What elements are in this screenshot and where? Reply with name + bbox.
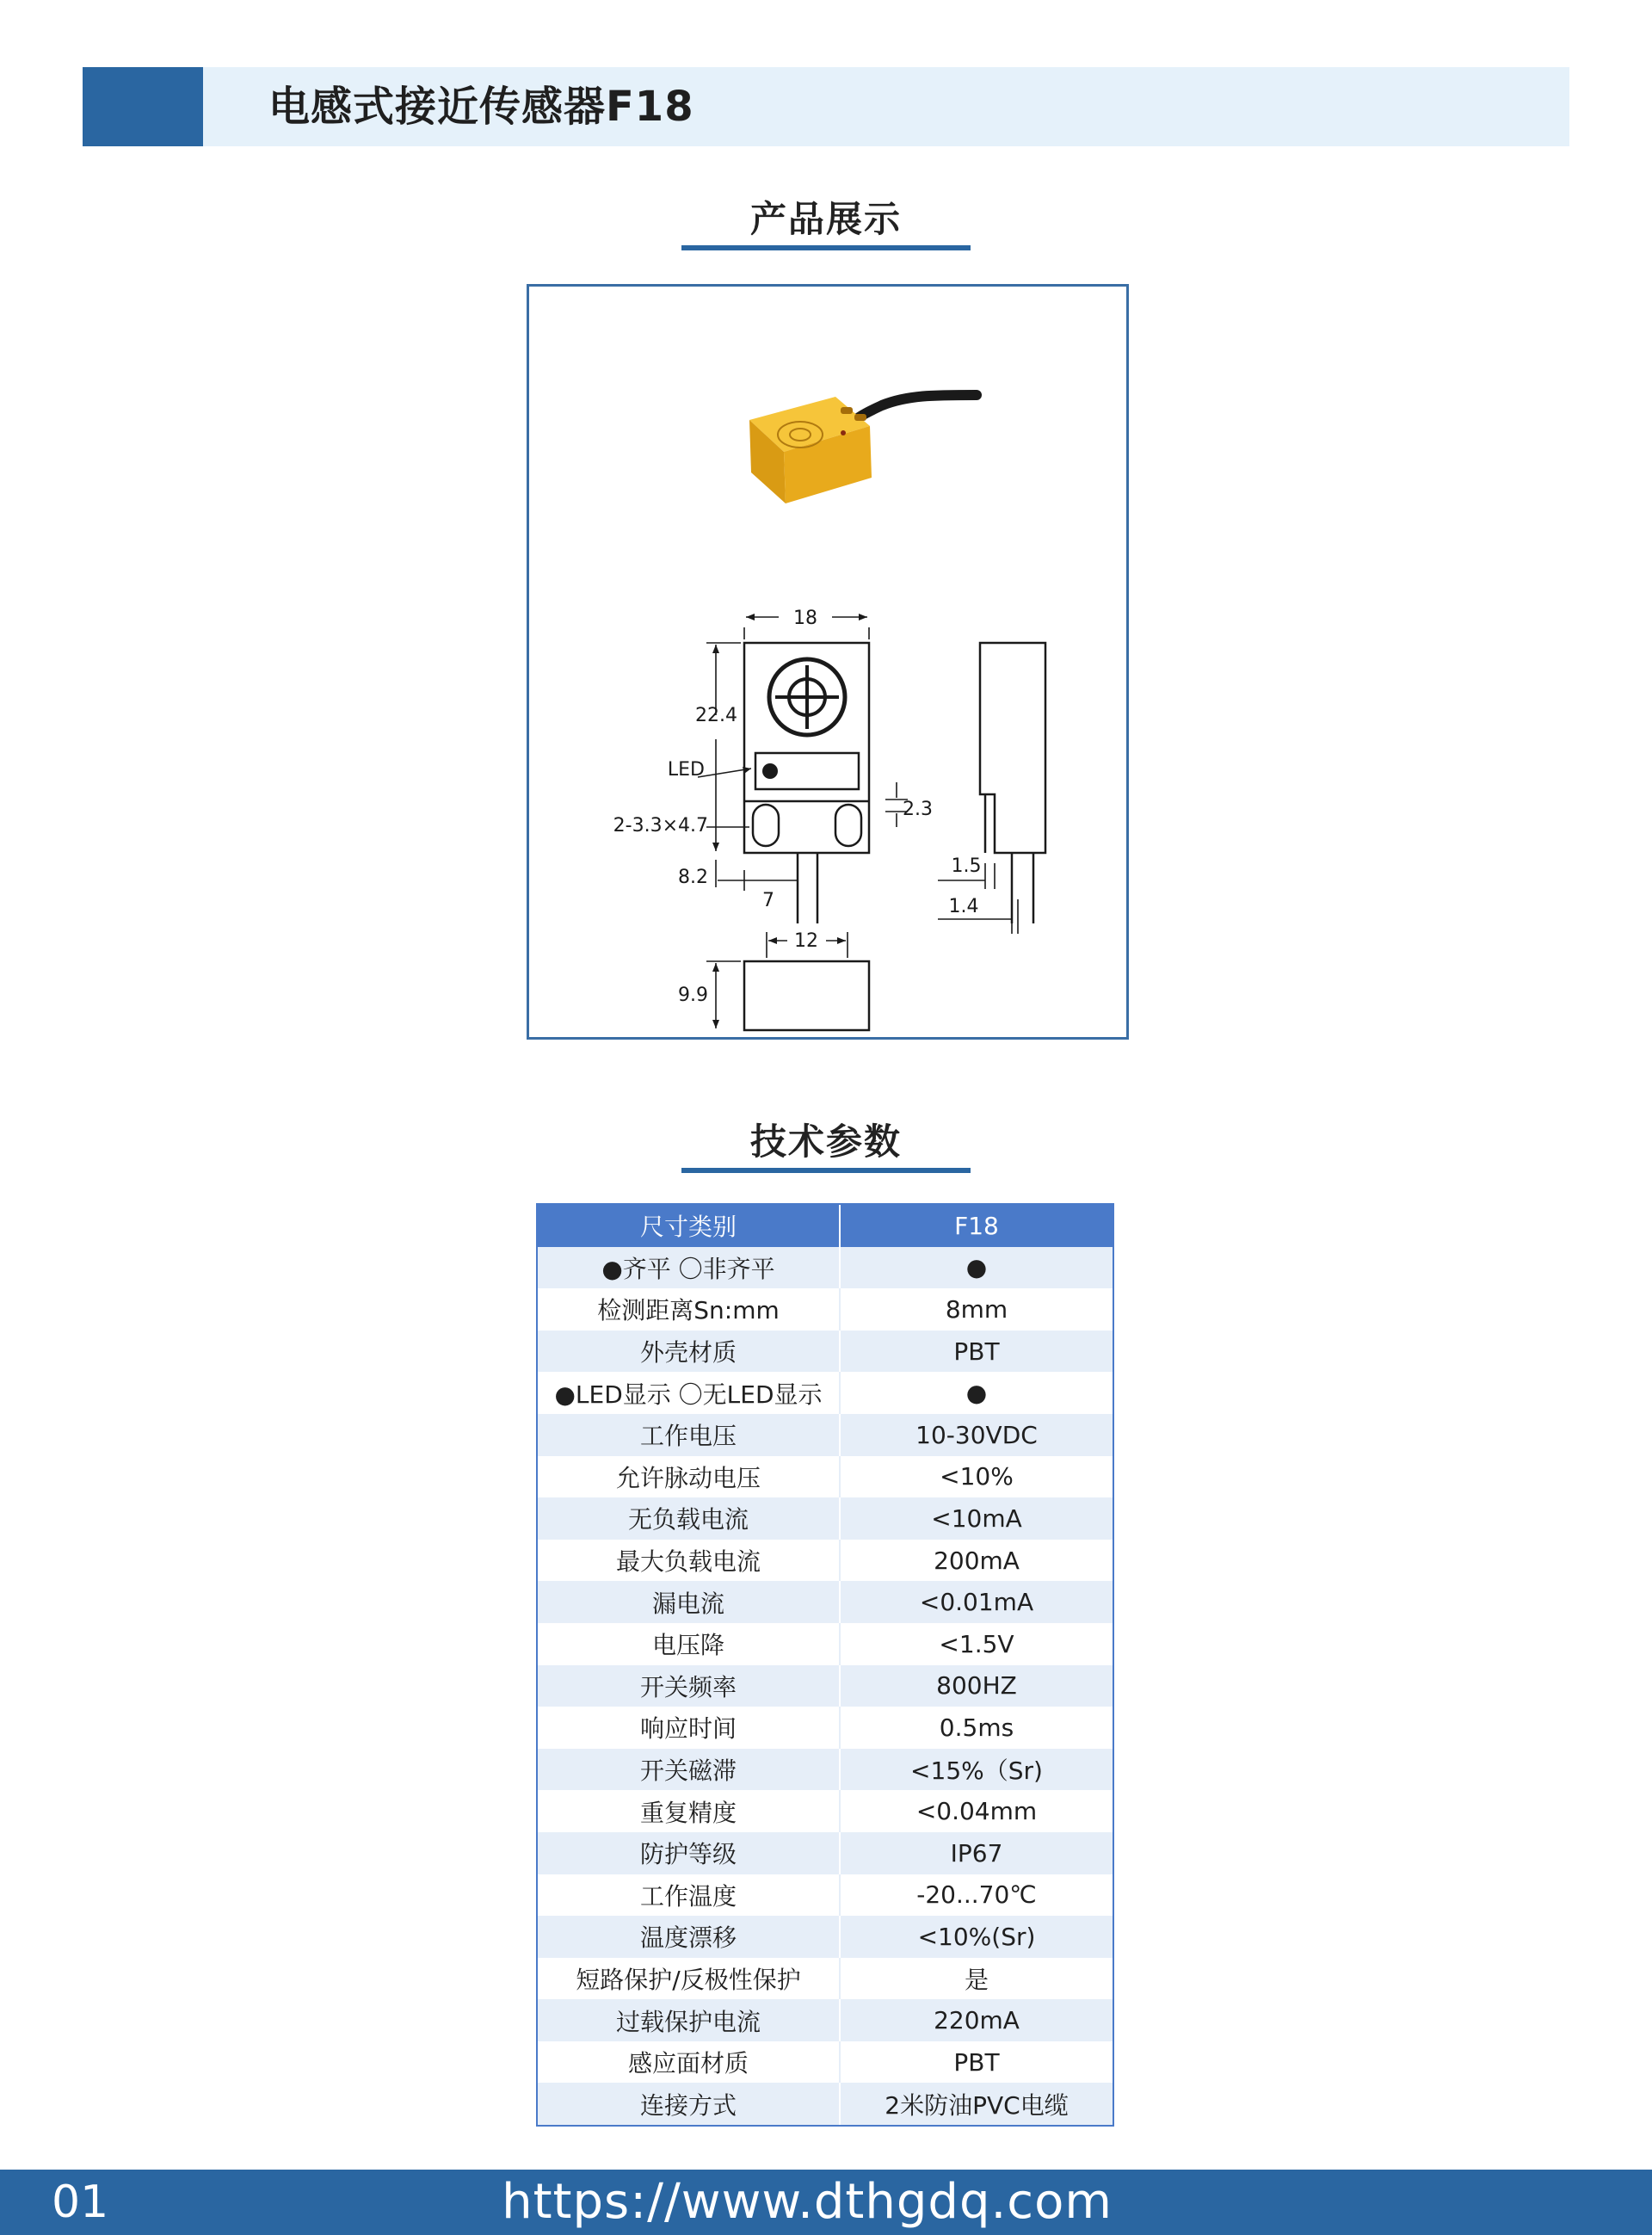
specs-section-title: 技术参数 (749, 1121, 902, 1163)
param-name: ●LED显示 〇无LED显示 (538, 1372, 841, 1414)
param-value: IP67 (950, 1838, 1003, 1868)
table-row (538, 1372, 1113, 1414)
param-name: 电压降 (538, 1623, 841, 1665)
table-row (538, 1790, 1113, 1832)
table-row (538, 1456, 1113, 1498)
param-name: 工作电压 (538, 1414, 841, 1456)
table-row (538, 1540, 1113, 1582)
dimension-drawing (698, 614, 1045, 1030)
param-value: <10% (940, 1462, 1014, 1491)
param-value: <1.5V (939, 1629, 1014, 1658)
param-value: ● (965, 1253, 988, 1282)
param-value: 200mA (934, 1546, 1020, 1575)
table-row (538, 1999, 1113, 2041)
param-value: <0.01mA (919, 1588, 1034, 1617)
param-name: 重复精度 (538, 1790, 841, 1832)
table-row (538, 1623, 1113, 1665)
param-value: 是 (964, 1965, 989, 1994)
param-value: <10mA (931, 1503, 1022, 1533)
param-name: 漏电流 (538, 1581, 841, 1623)
dim-label-7: 7 (762, 890, 774, 911)
param-value: ● (965, 1379, 988, 1408)
param-name: 开关频率 (538, 1665, 841, 1707)
param-name: 工作温度 (538, 1874, 841, 1917)
table-row (538, 1958, 1113, 2000)
table-row (538, 1874, 1113, 1917)
table-header-cell: F18 (954, 1211, 999, 1240)
param-name: 最大负载电流 (538, 1540, 841, 1582)
table-row (538, 1288, 1113, 1331)
table-row (538, 1331, 1113, 1373)
table-row (538, 1916, 1113, 1958)
dim-label-12: 12 (794, 930, 818, 952)
dim-label-holes: 2-3.3×4.7 (613, 815, 708, 837)
param-value: 220mA (934, 2006, 1020, 2035)
param-value: 2米防油PVC电缆 (885, 2090, 1069, 2120)
led-label: LED (667, 759, 705, 781)
param-value: <15%（Sr) (910, 1757, 1043, 1786)
param-value: 10-30VDC (915, 1420, 1038, 1449)
specs-section-underline (681, 1168, 971, 1173)
param-name: 过载保护电流 (538, 1999, 841, 2041)
param-value: PBT (953, 1337, 1000, 1366)
table-row (538, 1497, 1113, 1540)
table-row (538, 1414, 1113, 1456)
param-name: 连接方式 (538, 2083, 841, 2125)
param-name: 检测距离Sn:mm (538, 1288, 841, 1331)
param-value: <0.04mm (915, 1797, 1038, 1826)
dim-label-height: 22.4 (695, 705, 737, 726)
specs-table (536, 1203, 1114, 2127)
table-row (538, 1581, 1113, 1623)
dim-label-1-4: 1.4 (948, 896, 979, 917)
param-name: 防护等级 (538, 1832, 841, 1874)
table-row (538, 1707, 1113, 1749)
param-value: -20...70℃ (916, 1880, 1037, 1910)
table-row (538, 1832, 1113, 1874)
param-name: 开关磁滞 (538, 1749, 841, 1791)
param-name: 温度漂移 (538, 1916, 841, 1958)
param-value: <10%(Sr) (917, 1922, 1036, 1951)
product-section-title: 产品展示 (749, 198, 902, 240)
website-link[interactable]: https://www.dthgdq.com (502, 2174, 1113, 2230)
dim-label-1-5: 1.5 (951, 855, 982, 877)
param-name: 外壳材质 (538, 1331, 841, 1373)
param-name: 短路保护/反极性保护 (538, 1958, 841, 2000)
param-value: 800HZ (936, 1671, 1017, 1701)
product-section-underline (681, 245, 971, 250)
table-row (538, 1247, 1113, 1289)
table-row (538, 2083, 1113, 2125)
header-accent-block (83, 67, 203, 146)
param-value: PBT (953, 2047, 1000, 2077)
param-name: 响应时间 (538, 1707, 841, 1749)
table-row (538, 2041, 1113, 2084)
param-name: 感应面材质 (538, 2041, 841, 2084)
dim-label-width: 18 (793, 608, 817, 629)
param-value: 0.5ms (939, 1713, 1014, 1742)
param-name: 允许脉动电压 (538, 1456, 841, 1498)
param-name: ●齐平 〇非齐平 (538, 1247, 841, 1289)
product-illustration (529, 287, 1126, 1037)
param-value: 8mm (945, 1294, 1008, 1324)
sensor-photo (749, 395, 977, 503)
dim-label-2-3: 2.3 (903, 799, 933, 820)
table-header-cell: 尺寸类别 (538, 1205, 841, 1247)
table-row (538, 1749, 1113, 1791)
dim-label-9-9: 9.9 (678, 985, 708, 1006)
page-title: 电感式接近传感器F18 (268, 83, 694, 131)
product-display-box (527, 284, 1129, 1040)
page-number: 01 (52, 2176, 109, 2228)
dim-label-8-2: 8.2 (678, 867, 708, 888)
table-header-row (538, 1205, 1113, 1247)
param-name: 无负载电流 (538, 1497, 841, 1540)
led-indicator-dot (762, 763, 778, 779)
table-row (538, 1665, 1113, 1707)
